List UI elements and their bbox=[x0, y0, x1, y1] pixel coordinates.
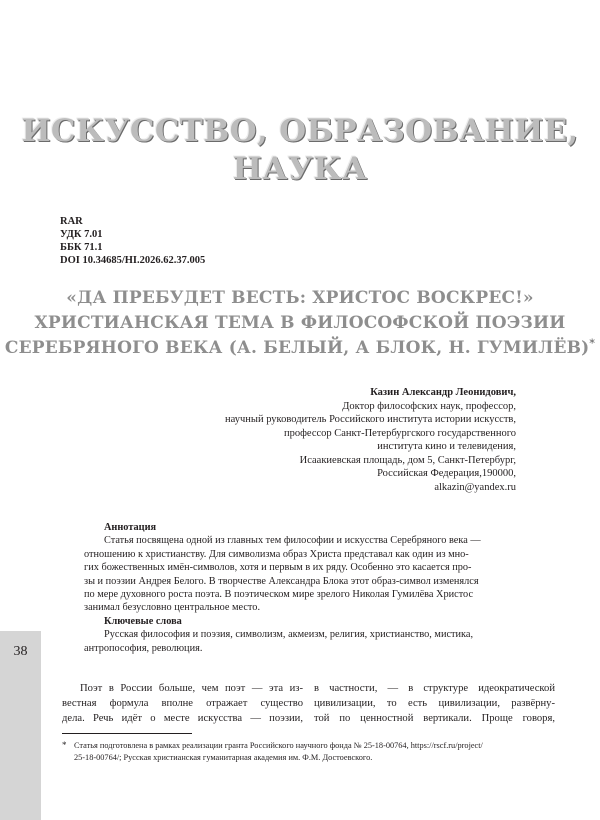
article-title-line-2: ХРИСТИАНСКАЯ ТЕМА В ФИЛОСОФСКОЙ ПОЭЗИИ bbox=[34, 313, 566, 333]
footnote-line: Статья подготовлена в рамках реализации гранта Российского научного фонда № 25-18-00764, https://rscf.ru/project/ bbox=[74, 741, 483, 750]
body-line: цивилизации, то есть цивилизации, развёрну- bbox=[314, 698, 555, 710]
author-affiliation-line: института кино и телевидения, bbox=[377, 441, 516, 452]
keywords-line: Русская философия и поэзия, символизм, акмеизм, религия, христианство, мистика, bbox=[104, 629, 474, 641]
abstract-line: отношению к христианству. Для символизма образ Христа представал как один из мно- bbox=[84, 548, 469, 560]
body-line: Поэт в России больше, чем поэт — эта из- bbox=[80, 683, 303, 694]
article-title bbox=[0, 286, 600, 361]
author-affiliation-line: Доктор философских наук, профессор, bbox=[342, 400, 516, 412]
rar-label: RAR bbox=[60, 216, 83, 227]
keywords-heading: Ключевые слова bbox=[104, 615, 182, 627]
body-column-left bbox=[62, 681, 303, 727]
section-heading-line-1: ИСКУССТВО, ОБРАЗОВАНИЕ, bbox=[21, 113, 579, 149]
abstract-section bbox=[84, 521, 538, 655]
author-block bbox=[225, 386, 516, 494]
keywords-line: антропософия, революция. bbox=[84, 642, 203, 654]
author-address-line: Российская Федерация,190000, bbox=[377, 468, 516, 479]
footnote-divider bbox=[62, 733, 192, 734]
bbk-code: ББК 71.1 bbox=[60, 242, 103, 253]
doi-label: DOI 10.34685/HI.2026.62.37.005 bbox=[60, 255, 206, 266]
footnote-line: 25-18-00764/; Русская христианская гуманитарная академия им. Ф.М. Достоевского. bbox=[74, 752, 373, 762]
abstract-line: зы и поэзии Андрея Белого. В творчестве Александра Блока этот образ-символ изменялся bbox=[84, 575, 479, 587]
author-name: Казин Александр Леонидович, bbox=[370, 387, 516, 398]
abstract-line: по мере духовного роста поэта. В поэтическом мире зрелого Николая Гумилёва Христос bbox=[84, 589, 474, 601]
footnote-marker: * bbox=[62, 740, 67, 750]
section-heading-line-2: НАУКА bbox=[232, 151, 368, 187]
abstract-line: Статья посвящена одной из главных тем философии и искусства Серебряного века — bbox=[104, 535, 481, 547]
body-line: в частности, — в структуре идеократической bbox=[314, 683, 555, 694]
abstract-line: занимал безусловно центральное место. bbox=[84, 602, 261, 614]
body-line: той по ценностной вертикали. Проще говоря, bbox=[314, 713, 555, 725]
abstract-heading: Аннотация bbox=[104, 522, 157, 533]
abstract-line: гих божественных имён-символов, хотя и первым в их ряду. Особенно это касается про- bbox=[84, 562, 472, 574]
classification-block bbox=[60, 215, 205, 267]
title-footnote-marker: * bbox=[589, 337, 596, 350]
author-address-line: Исаакиевская площадь, дом 5, Санкт-Петербург, bbox=[299, 454, 516, 466]
author-email: alkazin@yandex.ru bbox=[434, 481, 516, 493]
author-affiliation-line: научный руководитель Российского института истории искусств, bbox=[225, 414, 516, 425]
udk-code: УДК 7.01 bbox=[60, 229, 103, 240]
body-column-right bbox=[314, 681, 555, 727]
article-title-line-1: «ДА ПРЕБУДЕТ ВЕСТЬ: ХРИСТОС ВОСКРЕС!» bbox=[66, 288, 534, 308]
footnote bbox=[62, 740, 555, 763]
page-number: 38 bbox=[13, 644, 28, 659]
body-line: вестная формула вполне отражает существо bbox=[62, 698, 303, 710]
section-heading bbox=[0, 112, 600, 188]
author-affiliation-line: профессор Санкт-Петербургского государственного bbox=[283, 427, 516, 439]
body-line: дела. Речь идёт о месте искусства — поэзии, bbox=[62, 713, 303, 725]
article-title-line-3: СЕРЕБРЯНОГО ВЕКА (А. БЕЛЫЙ, А БЛОК, Н. ГУМИЛЁВ) bbox=[4, 338, 590, 358]
